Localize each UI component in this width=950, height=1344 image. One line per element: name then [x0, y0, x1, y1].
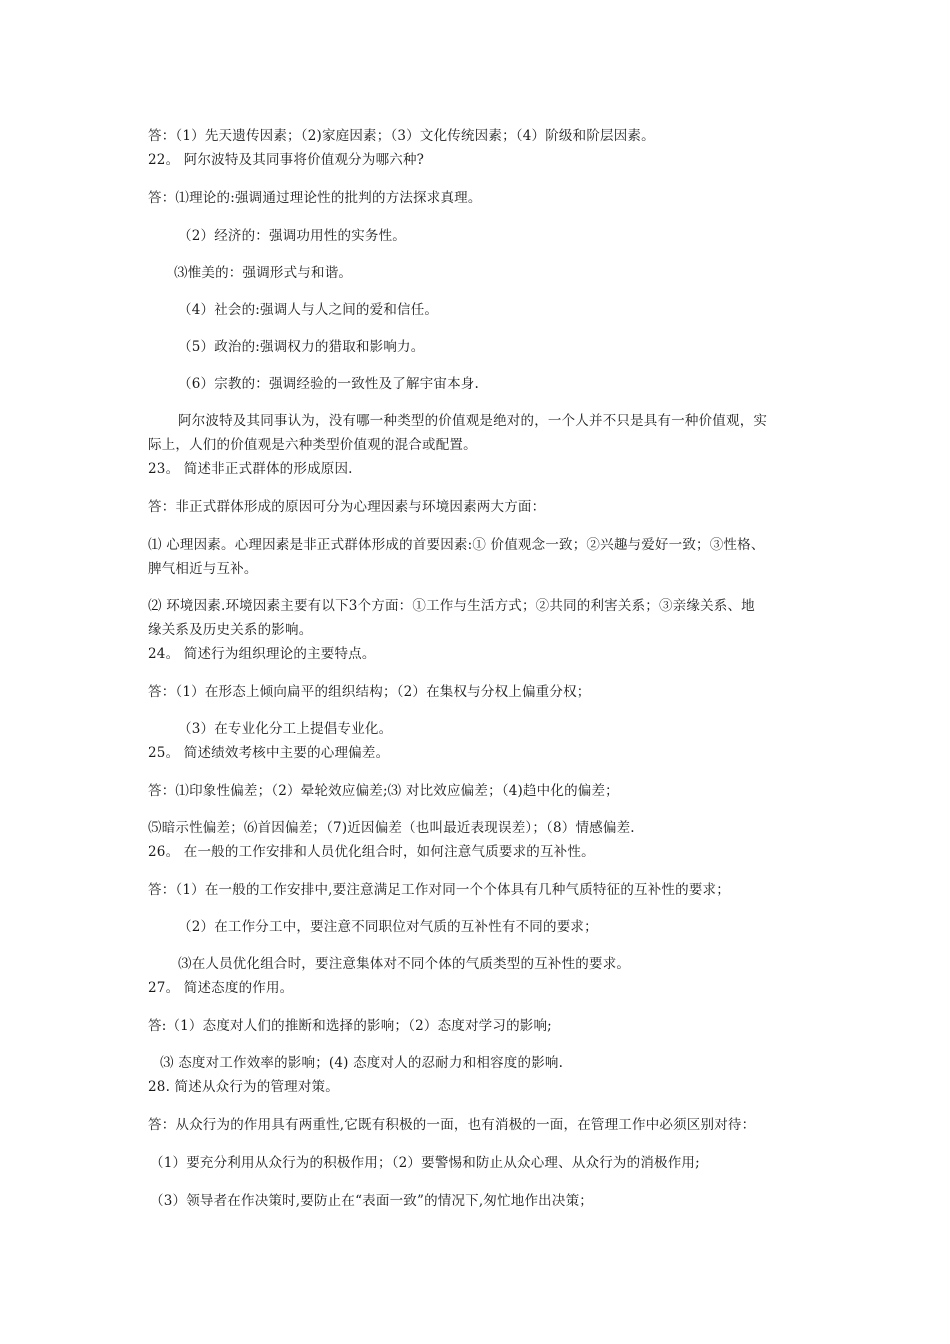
answer-27-line-1: 答:（1）态度对人们的推断和选择的影响；（2）态度对学习的影响;: [148, 1018, 552, 1034]
question-28: 28. 简述从众行为的管理对策。: [148, 1079, 339, 1095]
question-25: 25。 简述绩效考核中主要的心理偏差。: [148, 745, 390, 761]
answer-26-item-3: ⑶在人员优化组合时，要注意集体对不同个体的气质类型的互补性的要求。: [178, 956, 631, 972]
question-26: 26。 在一般的工作安排和人员优化组合时，如何注意气质要求的互补性。: [148, 844, 595, 860]
question-23: 23。 简述非正式群体的形成原因.: [148, 461, 353, 477]
answer-28-item-1: （1）要充分利用从众行为的积极作用；（2）要警惕和防止从众心理、从众行为的消极作用;: [150, 1155, 700, 1171]
answer-22-item-5: （5）政治的:强调权力的猎取和影响力。: [178, 339, 425, 355]
answer-26-item-1: 答：（1）在一般的工作安排中,要注意满足工作对同一个个体具有几种气质特征的互补性的要求；: [148, 882, 730, 898]
answer-27-line-2: ⑶ 态度对工作效率的影响；(4) 态度对人的忍耐力和相容度的影响.: [160, 1055, 564, 1071]
answer-26-item-2: （2）在工作分工中，要注意不同职位对气质的互补性有不同的要求；: [178, 919, 598, 935]
answer-23-item-1-line-2: 脾气相近与互补。: [148, 561, 258, 577]
answer-25-line-2: ⑸暗示性偏差；⑹首因偏差；（7)近因偏差（也叫最近表现误差）；（8）情感偏差.: [148, 820, 635, 836]
answer-23-intro: 答：非正式群体形成的原因可分为心理因素与环境因素两大方面：: [148, 499, 546, 515]
answer-22-item-4: （4）社会的:强调人与人之间的爱和信任。: [178, 302, 439, 318]
answer-22-summary-line-1: 阿尔波特及其同事认为，没有哪一种类型的价值观是绝对的，一个人并不只是具有一种价值观，实: [178, 413, 768, 429]
answer-23-item-2-line-1: ⑵ 环境因素.环境因素主要有以下3个方面：①工作与生活方式；②共同的利害关系；③亲缘关系、地: [148, 598, 755, 614]
answer-28-item-3: （3）领导者在作决策时,要防止在“表面一致”的情况下,匆忙地作出决策；: [150, 1193, 593, 1209]
answer-22-item-2: （2）经济的：强调功用性的实务性。: [178, 228, 406, 244]
answer-28-intro: 答：从众行为的作用具有两重性,它既有积极的一面，也有消极的一面，在管理工作中必须区别对待：: [148, 1117, 756, 1133]
answer-22-item-3: ⑶惟美的：强调形式与和谐。: [174, 265, 353, 281]
answer-23-item-2-line-2: 缘关系及历史关系的影响。: [148, 622, 313, 638]
answer-21: 答：（1）先天遗传因素；（2)家庭因素；（3）文化传统因素；（4）阶级和阶层因素。: [148, 128, 655, 144]
answer-23-item-1-line-1: ⑴ 心理因素。心理因素是非正式群体形成的首要因素:① 价值观念一致；②兴趣与爱好一致；③性格、: [148, 537, 765, 553]
answer-24-line-1: 答：（1）在形态上倾向扁平的组织结构；（2）在集权与分权上偏重分权；: [148, 684, 591, 700]
answer-24-line-2: （3）在专业化分工上提倡专业化。: [178, 721, 393, 737]
answer-22-summary-line-2: 际上，人们的价值观是六种类型价值观的混合或配置。: [148, 437, 477, 453]
answer-25-line-1: 答：⑴印象性偏差；（2）晕轮效应偏差;⑶ 对比效应偏差；（4)趋中化的偏差；: [148, 783, 619, 799]
answer-22-item-1: 答：⑴理论的:强调通过理论性的批判的方法探求真理。: [148, 190, 482, 206]
question-27: 27。 简述态度的作用。: [148, 980, 294, 996]
answer-22-item-6: （6）宗教的：强调经验的一致性及了解宇宙本身.: [178, 376, 479, 392]
question-24: 24。 简述行为组织理论的主要特点。: [148, 646, 376, 662]
question-22: 22。 阿尔波特及其同事将价值观分为哪六种?: [148, 152, 425, 168]
